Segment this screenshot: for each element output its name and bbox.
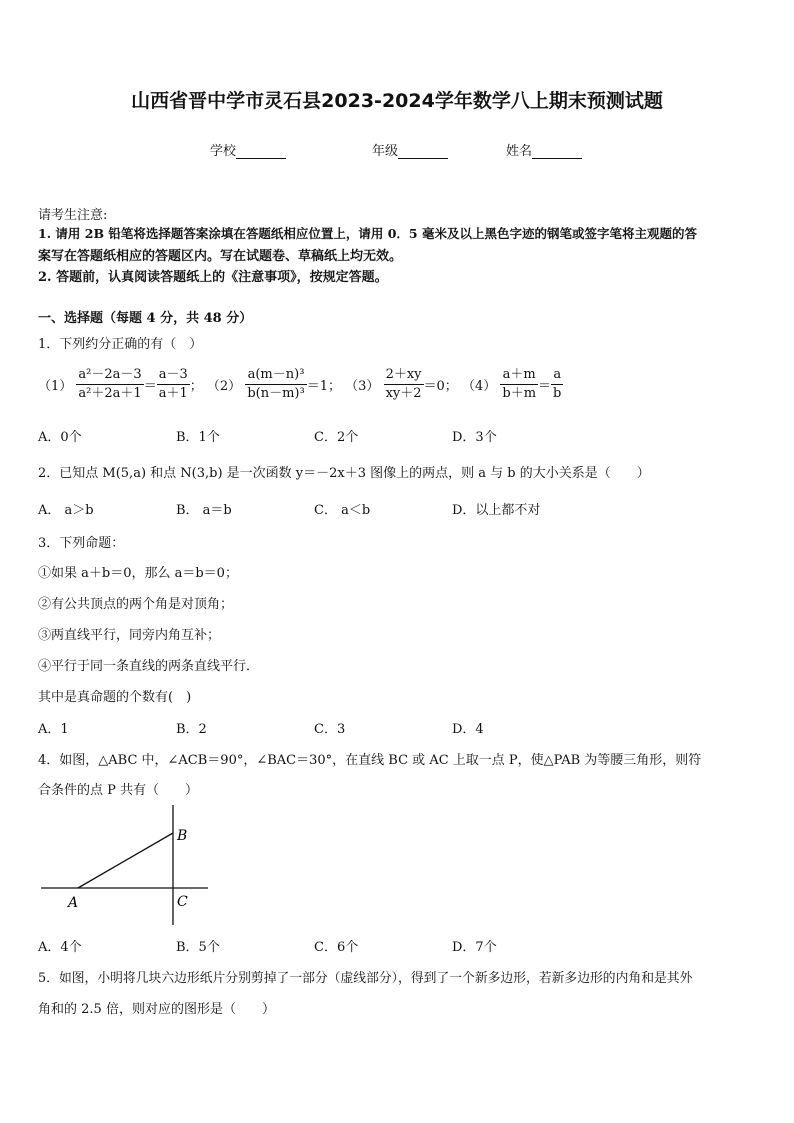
- q4-option-b: B．5个: [176, 940, 220, 955]
- q1-expressions: （1） $\frac{\text{a²－2a－3}}{\text{a²＋2a＋1}}$ ＝ $\frac{a-3}{a+1}$ ； （2） $\frac{\text{a(m－n)³}}{\text{b(n－m)³}}$ ＝1； （3） $\frac{2+xy}{xy+2}$ ＝0； （4） $\frac{a+m}{b+m}$ ＝ $\frac{a}{b}$: [38, 367, 562, 401]
- q3-proposition-4: ④平行于同一条直线的两条直线平行．: [38, 659, 260, 674]
- q1-item-4-label: （4）: [461, 379, 497, 394]
- q3-option-d: D．4: [452, 722, 484, 737]
- line-ab: [78, 833, 173, 888]
- q2-option-a: A． a＞b: [38, 503, 94, 518]
- q3-stem: 3．下列命题：: [38, 536, 125, 551]
- name-blank: [532, 146, 582, 159]
- q2-option-b: B． a＝b: [176, 503, 232, 518]
- school-field: [210, 140, 286, 159]
- q4-stem-line-2: 合条件的点 P 共有（ ）: [38, 783, 199, 798]
- q1-item-1-fraction: $\frac{\text{a²－2a－3}}{\text{a²＋2a＋1}}$: [78, 367, 142, 401]
- q2-option-d: D．以上都不对: [452, 503, 541, 518]
- school-blank: [236, 146, 286, 159]
- q3-proposition-2: ②有公共顶点的两个角是对顶角；: [38, 597, 234, 612]
- notice-line-2: 案写在答题纸相应的答题区内。写在试题卷、草稿纸上均无效。: [38, 249, 403, 264]
- triangle-figure: [36, 800, 216, 930]
- q1-item-2-label: （2）: [206, 379, 242, 394]
- name-label: 姓名: [506, 144, 533, 159]
- grade-blank: [398, 146, 448, 159]
- q3-proposition-1: ①如果 a＋b＝0，那么 a＝b＝0；: [38, 566, 238, 581]
- q3-option-b: B．2: [176, 722, 207, 737]
- q1-item-1-result: $\frac{a-3}{a+1}$: [158, 367, 188, 401]
- q1-option-c: C．2个: [314, 430, 359, 445]
- q4-option-d: D．7个: [452, 940, 497, 955]
- q2-option-c: C． a＜b: [314, 503, 371, 518]
- label-a: A: [68, 895, 79, 911]
- q5-stem-line-1: 5．如图，小明将几块六边形纸片分别剪掉了一部分（虚线部分），得到了一个新多边形，若新多边形的内角和是其外: [38, 971, 693, 986]
- q2-stem: 2．已知点 M(5,a) 和点 N(3,b) 是一次函数 y＝－2x＋3 图像上的两点，则 a 与 b 的大小关系是（ ）: [38, 466, 650, 481]
- q4-stem-line-1: 4．如图，△ABC 中，∠ACB＝90°，∠BAC＝30°，在直线 BC 或 AC 上取一点 P，使△PAB 为等腰三角形，则符: [38, 753, 702, 768]
- q1-option-d: D．3个: [452, 430, 497, 445]
- q1-stem: 1．下列约分正确的有（ ）: [38, 337, 203, 352]
- q1-item-4-fraction: $\frac{a+m}{b+m}$: [502, 367, 537, 401]
- q4-option-c: C．6个: [314, 940, 359, 955]
- grade-field: [372, 140, 448, 159]
- notice-heading: 请考生注意:: [38, 208, 108, 223]
- q3-option-a: A．1: [38, 722, 69, 737]
- q3-ask: 其中是真命题的个数有( ): [38, 690, 192, 705]
- section-heading: 一、选择题（每题 4 分，共 48 分）: [38, 311, 253, 326]
- notice-line-3: 2. 答题前，认真阅读答题纸上的《注意事项》，按规定答题。: [38, 270, 388, 285]
- q5-stem-line-2: 角和的 2.5 倍，则对应的图形是（ ）: [38, 1002, 275, 1017]
- page-title: 山西省晋中学市灵石县2023-2024学年数学八上期末预测试题: [131, 90, 663, 112]
- q1-item-4-result: $\frac{a}{b}$: [553, 367, 562, 401]
- grade-label: 年级: [372, 144, 399, 159]
- q4-option-a: A．4个: [38, 940, 82, 955]
- q1-item-3-label: （3）: [345, 379, 380, 394]
- q1-item-1-label: （1）: [38, 379, 73, 394]
- q1-option-a: A．0个: [38, 430, 82, 445]
- label-c: C: [177, 894, 188, 910]
- label-b: B: [177, 828, 188, 844]
- notice-line-1: 1. 请用 2B 铅笔将选择题答案涂填在答题纸相应位置上，请用 0．5 毫米及以上黑色字迹的钢笔或签字笔将主观题的答: [38, 226, 697, 241]
- q3-proposition-3: ③两直线平行，同旁内角互补；: [38, 628, 221, 643]
- q1-item-3-fraction: $\frac{2+xy}{xy+2}$: [385, 367, 422, 401]
- name-field: [506, 140, 582, 159]
- q1-item-2-fraction: $\frac{\text{a(m－n)³}}{\text{b(n－m)³}}$: [247, 367, 305, 401]
- q1-option-b: B．1个: [176, 430, 220, 445]
- school-label: 学校: [210, 144, 237, 159]
- q3-option-c: C．3: [314, 722, 346, 737]
